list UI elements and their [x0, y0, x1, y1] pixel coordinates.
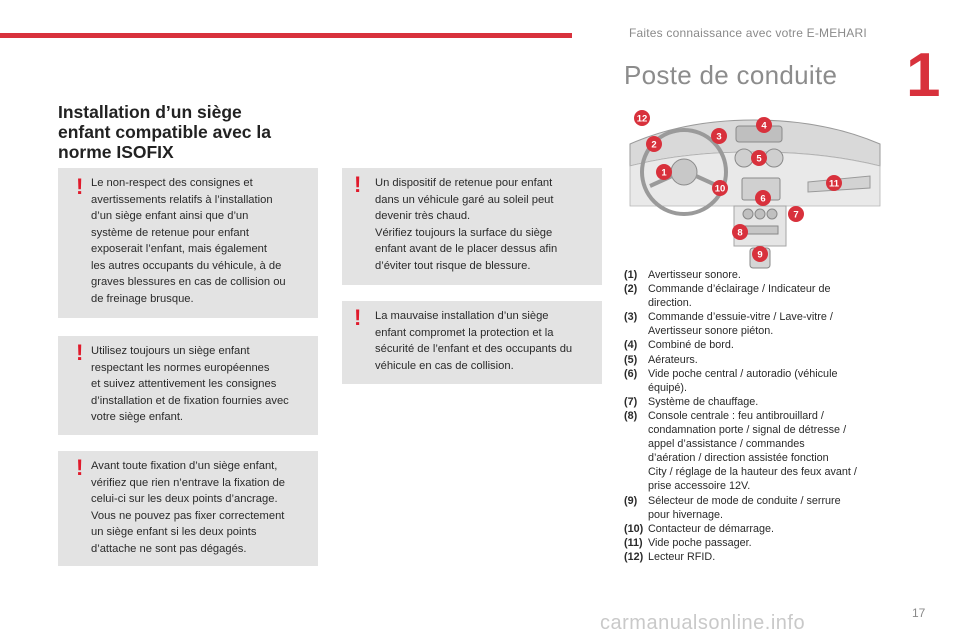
warning-box	[342, 301, 602, 384]
legend-item	[624, 367, 894, 395]
callout-badge	[826, 175, 842, 191]
warning-icon: !	[76, 455, 84, 480]
legend-text: Contacteur de démarrage.	[648, 522, 775, 535]
warning-text: Utilisez toujours un siège enfant respectant les normes européennes et suivez attentivement les consignes d’installation et de fixation fournies avec votre siège enfant.	[91, 345, 289, 423]
running-header: Faites connaissance avec votre E-MEHARI	[629, 26, 867, 40]
legend-number: (11)	[624, 536, 643, 549]
legend-number: (1)	[624, 269, 638, 281]
legend-item	[624, 536, 894, 550]
heater-knob	[743, 209, 753, 219]
legend-item	[624, 353, 894, 367]
watermark: carmanualsonline.info	[600, 612, 806, 634]
legend-text: Vide poche central / autoradio (véhicule équipé).	[648, 367, 838, 394]
callout-badge	[755, 190, 771, 206]
legend-item	[624, 522, 894, 536]
callout-badge	[656, 164, 672, 180]
legend-number: (3)	[624, 311, 638, 324]
section-title: Poste de conduite	[624, 60, 838, 90]
header-red-bar	[0, 33, 572, 38]
steering-hub	[671, 159, 697, 185]
legend-number: (10)	[624, 522, 644, 535]
legend-item	[624, 409, 894, 494]
callout-label: 12	[636, 113, 648, 125]
callout-badge	[646, 136, 662, 152]
callout-badge	[752, 246, 768, 262]
callout-label: 9	[757, 249, 763, 261]
callout-label: 1	[661, 167, 667, 179]
warning-icon: !	[76, 174, 84, 199]
warning-icon: !	[354, 305, 362, 330]
warning-text: La mauvaise installation d’un siège enfant compromet la protection et la sécurité de l’enfant et des occupants du véhicule en cas de collision.	[375, 310, 573, 372]
legend-text: Commande d’éclairage / Indicateur de direction.	[648, 283, 831, 310]
legend-item	[624, 550, 894, 564]
isofix-title: Installation d’un siège enfant compatible avec la norme ISOFIX	[58, 102, 271, 162]
callout-badge	[634, 110, 650, 126]
warning-box	[58, 336, 318, 435]
legend-number: (12)	[624, 550, 644, 563]
legend-text: Lecteur RFID.	[648, 550, 716, 563]
callout-label: 2	[651, 139, 657, 151]
legend-number: (4)	[624, 339, 638, 352]
warning-icon: !	[354, 172, 362, 197]
legend-item	[624, 338, 894, 352]
legend-number: (9)	[624, 494, 638, 507]
legend-text: Vide poche passager.	[648, 536, 752, 549]
callout-badge	[756, 117, 772, 133]
legend-number: (5)	[624, 353, 638, 366]
legend-number: (8)	[624, 409, 638, 422]
callout-label: 10	[714, 183, 726, 195]
warning-text: Le non-respect des consignes et avertissements relatifs à l’installation d’un siège enfant ainsi que d’un système de retenue pour enfant exposerait l’enfant, mais également les autres occupants du véhicule, à de graves blessures en cas de collision ou de freinage brusque.	[91, 177, 286, 305]
warning-box	[58, 168, 318, 318]
warning-box	[58, 451, 318, 566]
warning-box	[342, 168, 602, 285]
vent-left	[735, 149, 753, 167]
callout-label: 3	[716, 131, 722, 143]
legend-text: Système de chauffage.	[648, 395, 759, 408]
callout-badge	[788, 206, 804, 222]
warning-icon: !	[76, 340, 84, 365]
legend-text: Aérateurs.	[648, 353, 698, 366]
legend-number: (6)	[624, 367, 638, 380]
callout-label: 7	[793, 209, 799, 221]
warning-text: Un dispositif de retenue pour enfant dans un véhicule garé au soleil peut devenir très chaud. Vérifiez toujours la surface du siège enfant avant de le placer dessus afin d’éviter tout risque de blessure.	[375, 177, 558, 272]
callout-label: 6	[760, 193, 766, 205]
legend-text: Sélecteur de mode de conduite / serrure pour hivernage.	[648, 494, 841, 521]
warning-text: Avant toute fixation d’un siège enfant, vérifiez que rien n’entrave la fixation de celui-ci sur les deux points d’ancrage. Vous ne pouvez pas fixer correctement un siège enfant si les deux points d’attache ne sont pas dégagés.	[91, 460, 286, 555]
legend-text: Combiné de bord.	[648, 339, 734, 352]
callout-badge	[711, 128, 727, 144]
legend-text: Avertisseur sonore.	[648, 269, 741, 281]
legend-text: Console centrale : feu antibrouillard / condamnation porte / signal de détresse / appel d’assistance / commandes d’aération / direction assistée fonction City / réglage de la hauteur des feux avant / prise accessoire 12V.	[648, 409, 857, 493]
legend-item	[624, 395, 894, 409]
heater-knob	[767, 209, 777, 219]
legend-item	[624, 310, 894, 338]
callout-badge	[712, 180, 728, 196]
callout-label: 11	[828, 178, 840, 190]
legend-item	[624, 282, 894, 310]
legend-text: Commande d’essuie-vitre / Lave-vitre / Avertisseur sonore piéton.	[648, 311, 833, 338]
callout-badge	[732, 224, 748, 240]
legend-item	[624, 494, 894, 522]
page-number: 17	[912, 606, 926, 620]
dashboard-diagram	[624, 106, 886, 274]
legend-list	[624, 268, 894, 564]
heater-knob	[755, 209, 765, 219]
callout-badge	[751, 150, 767, 166]
legend-item	[624, 268, 894, 282]
callout-label: 5	[756, 153, 762, 165]
legend-number: (7)	[624, 395, 638, 408]
vent-right	[765, 149, 783, 167]
callout-label: 8	[737, 227, 743, 239]
legend-number: (2)	[624, 283, 638, 296]
chapter-number: 1	[906, 41, 941, 110]
callout-label: 4	[761, 120, 767, 132]
